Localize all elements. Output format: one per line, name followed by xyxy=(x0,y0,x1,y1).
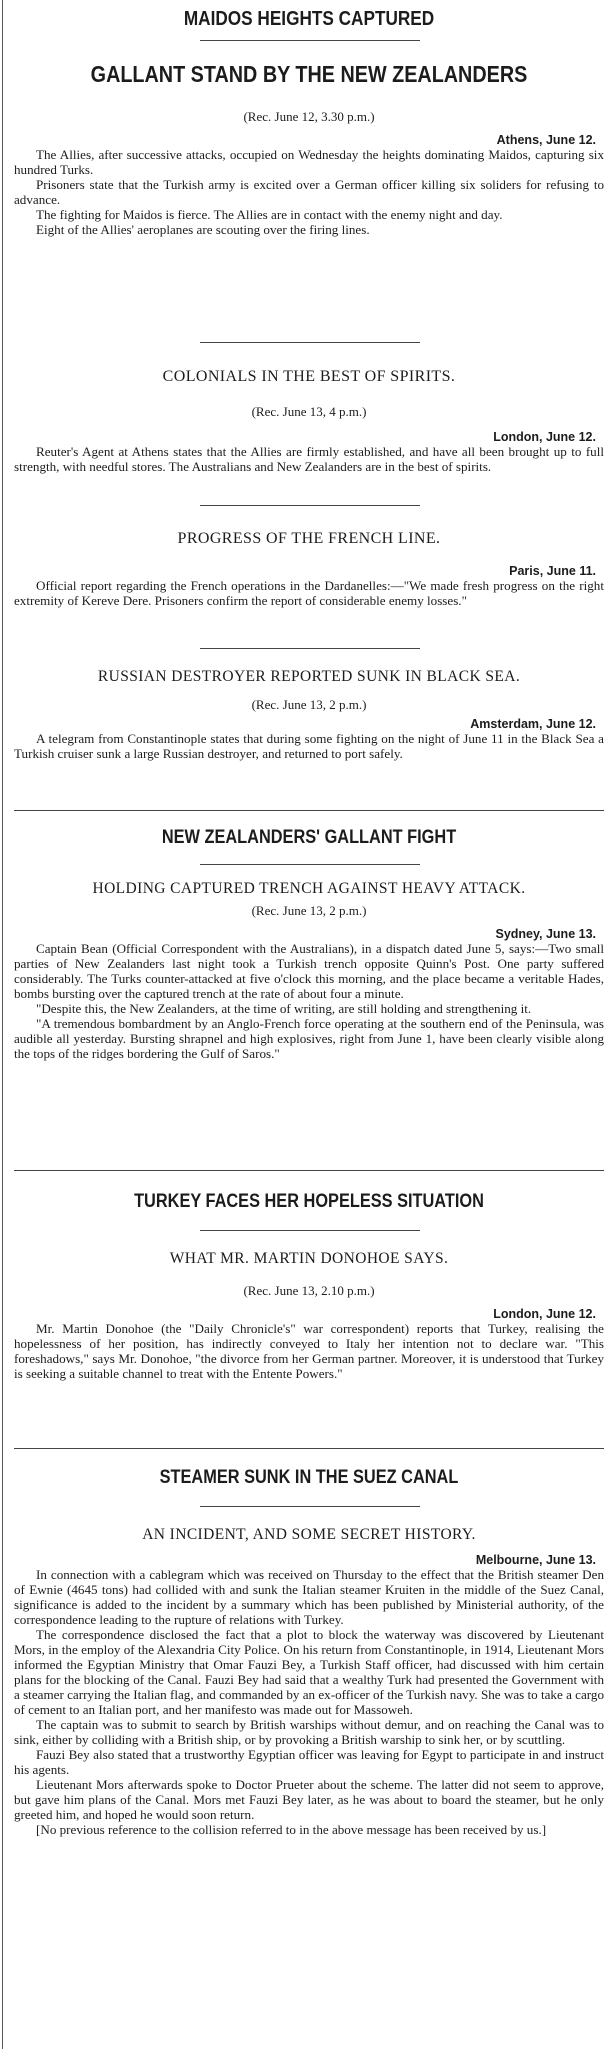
article-suez-canal xyxy=(14,1468,604,1489)
article-maidos xyxy=(14,8,604,30)
paragraph: The captain was to submit to search by British warships without demur, and on reaching the Canal was to sink, either by colliding with a British ship, or by provoking a British warship to sink her, or by scuttling. xyxy=(14,1717,604,1748)
dateline: Amsterdam, June 12. xyxy=(470,717,596,732)
headline: COLONIALS IN THE BEST OF SPIRITS. xyxy=(162,368,456,385)
divider xyxy=(200,40,420,41)
paragraph: Eight of the Allies' aeroplanes are scouting over the firing lines. xyxy=(36,222,370,238)
paragraph: "Despite this, the New Zealanders, at the time of writing, are still holding and strengthening it. xyxy=(36,1001,532,1017)
paragraph: Lieutenant Mors afterwards spoke to Doctor Prueter about the scheme. The latter did not seem to approve, but gave him plans of the Canal. Mors met Fauzi Bey later, as he was about to board the steamer, but he only greeted him, and hoped he would soon return. xyxy=(14,1777,604,1823)
paragraph: Prisoners state that the Turkish army is excited over a German officer killing six soliders for refusing to advance. xyxy=(14,177,604,208)
article-nz-gallant-fight xyxy=(14,828,604,849)
received-time: (Rec. June 13, 2.10 p.m.) xyxy=(243,1283,375,1299)
divider xyxy=(200,505,420,506)
headline: NEW ZEALANDERS' GALLANT FIGHT xyxy=(161,827,457,848)
paragraph: Captain Bean (Official Correspondent with the Australians), in a dispatch dated June 5, says:—Two small parties of New Zealanders last night took a Turkish trench opposite Quinn's Post. One party suffered considerably. The Turks counter-attacked at five o'clock this morning, and the place became a veritable Hades, bombs bursting over the captured trench at the rate of about four a minute. xyxy=(14,941,604,1002)
headline: PROGRESS OF THE FRENCH LINE. xyxy=(177,530,441,547)
subhead: AN INCIDENT, AND SOME SECRET HISTORY. xyxy=(142,1526,476,1543)
dateline: London, June 12. xyxy=(493,429,596,444)
paragraph: In connection with a cablegram which was received on Thursday to the effect that the British steamer Den of Ewnie (4645 tons) had collided with and sunk the Italian steamer Kruiten in the middle of the Suez Canal, significance is added to the incident by a summary which has been published by Ministerial authority, of the correspondence leading to the rupture of relations with Turkey. xyxy=(14,1567,604,1628)
dateline: Paris, June 11. xyxy=(509,563,596,578)
article-turkey xyxy=(14,1192,604,1213)
paragraph: "A tremendous bombardment by an Anglo-French force operating at the southern end of the Peninsula, was audible all yesterday. Bursting shrapnel and high explosives, right from June 1, have been clearly visible along the tops of the ridges bordering the Gulf of Saros." xyxy=(14,1016,604,1062)
paragraph: Reuter's Agent at Athens states that the Allies are firmly established, and have all been brought up to full strength, with needful stores. The Australians and New Zealanders are in the best of spirits. xyxy=(14,443,604,474)
headline: MAIDOS HEIGHTS CAPTURED xyxy=(183,8,435,30)
subhead: HOLDING CAPTURED TRENCH AGAINST HEAVY ATTACK. xyxy=(92,880,526,897)
divider xyxy=(200,1230,420,1231)
paragraph: Mr. Martin Donohoe (the "Daily Chronicle's" war correspondent) reports that Turkey, realising the hopelessness of her position, has indirectly conveyed to Italy her intention not to declare war. "This foreshadows," says Mr. Donohoe, "the divorce from her German partner. Moreover, it is understood that Turkey is seeking a suitable channel to treat with the Entente Powers." xyxy=(14,1321,604,1382)
article-turkey-body xyxy=(14,1250,604,1381)
divider xyxy=(200,648,420,649)
paragraph: A telegram from Constantinople states that during some fighting on the night of June 11 in the Black Sea a Turkish cruiser sunk a large Russian destroyer, and returned to port safely. xyxy=(14,731,604,762)
divider xyxy=(200,864,420,865)
column-border xyxy=(2,0,3,2049)
article-russian-destroyer xyxy=(14,668,604,761)
divider xyxy=(14,1170,604,1171)
divider xyxy=(14,1448,604,1449)
paragraph: The Allies, after successive attacks, occupied on Wednesday the heights dominating Maidos, capturing six hundred Turks. xyxy=(14,147,604,178)
received-time: (Rec. June 13, 2 p.m.) xyxy=(251,903,367,919)
dateline: London, June 12. xyxy=(493,1307,596,1322)
headline: RUSSIAN DESTROYER REPORTED SUNK IN BLACK SEA. xyxy=(97,668,521,685)
article-colonials xyxy=(14,368,604,474)
headline: TURKEY FACES HER HOPELESS SITUATION xyxy=(134,1191,484,1212)
paragraph: The fighting for Maidos is fierce. The Allies are in contact with the enemy night and day. xyxy=(36,207,503,223)
article-french-line xyxy=(14,530,604,608)
divider xyxy=(200,342,420,343)
divider xyxy=(200,1506,420,1507)
received-time: (Rec. June 12, 3.30 p.m.) xyxy=(243,109,375,125)
editor-note: [No previous reference to the collision referred to in the above message has been received by us.] xyxy=(36,1822,547,1838)
dateline: Athens, June 12. xyxy=(496,133,596,148)
paragraph: Official report regarding the French operations in the Dardanelles:—"We made fresh progress on the right extremity of Kereve Dere. Prisoners confirm the report of considerable enemy losses." xyxy=(14,577,604,608)
headline: STEAMER SUNK IN THE SUEZ CANAL xyxy=(159,1467,459,1488)
article-nz-gallant-fight-body xyxy=(14,880,604,1061)
paragraph: Fauzi Bey also stated that a trustworthy Egyptian officer was leaving for Egypt to participate in and instruct his agents. xyxy=(14,1747,604,1778)
received-time: (Rec. June 13, 2 p.m.) xyxy=(251,697,367,713)
dateline: Sydney, June 13. xyxy=(495,927,596,942)
subhead: WHAT MR. MARTIN DONOHOE SAYS. xyxy=(169,1250,449,1267)
subhead: GALLANT STAND BY THE NEW ZEALANDERS xyxy=(90,61,528,87)
dateline: Melbourne, June 13. xyxy=(475,1553,596,1568)
article-maidos-body xyxy=(14,62,604,237)
article-suez-canal-body xyxy=(14,1526,604,1837)
divider xyxy=(14,810,604,811)
received-time: (Rec. June 13, 4 p.m.) xyxy=(251,403,367,419)
paragraph: The correspondence disclosed the fact that a plot to block the waterway was discovered by Lieutenant Mors, in the employ of the Alexandria City Police. On his return from Constantinople, in 1914, Lieutenant Mors informed the Egyptian Ministry that Omar Fauzi Bey, a Turkish Staff officer, had discussed with him certain plans for the blocking of the Canal. Fauzi Bey had said that a wealthy Turk had presented the Government with a steamer carrying the Italian flag, and commanded by an ex-officer of the Turkish navy. She was to take a cargo of cement to an Italian port, and her manifesto was made out for Massoweh. xyxy=(14,1627,604,1718)
